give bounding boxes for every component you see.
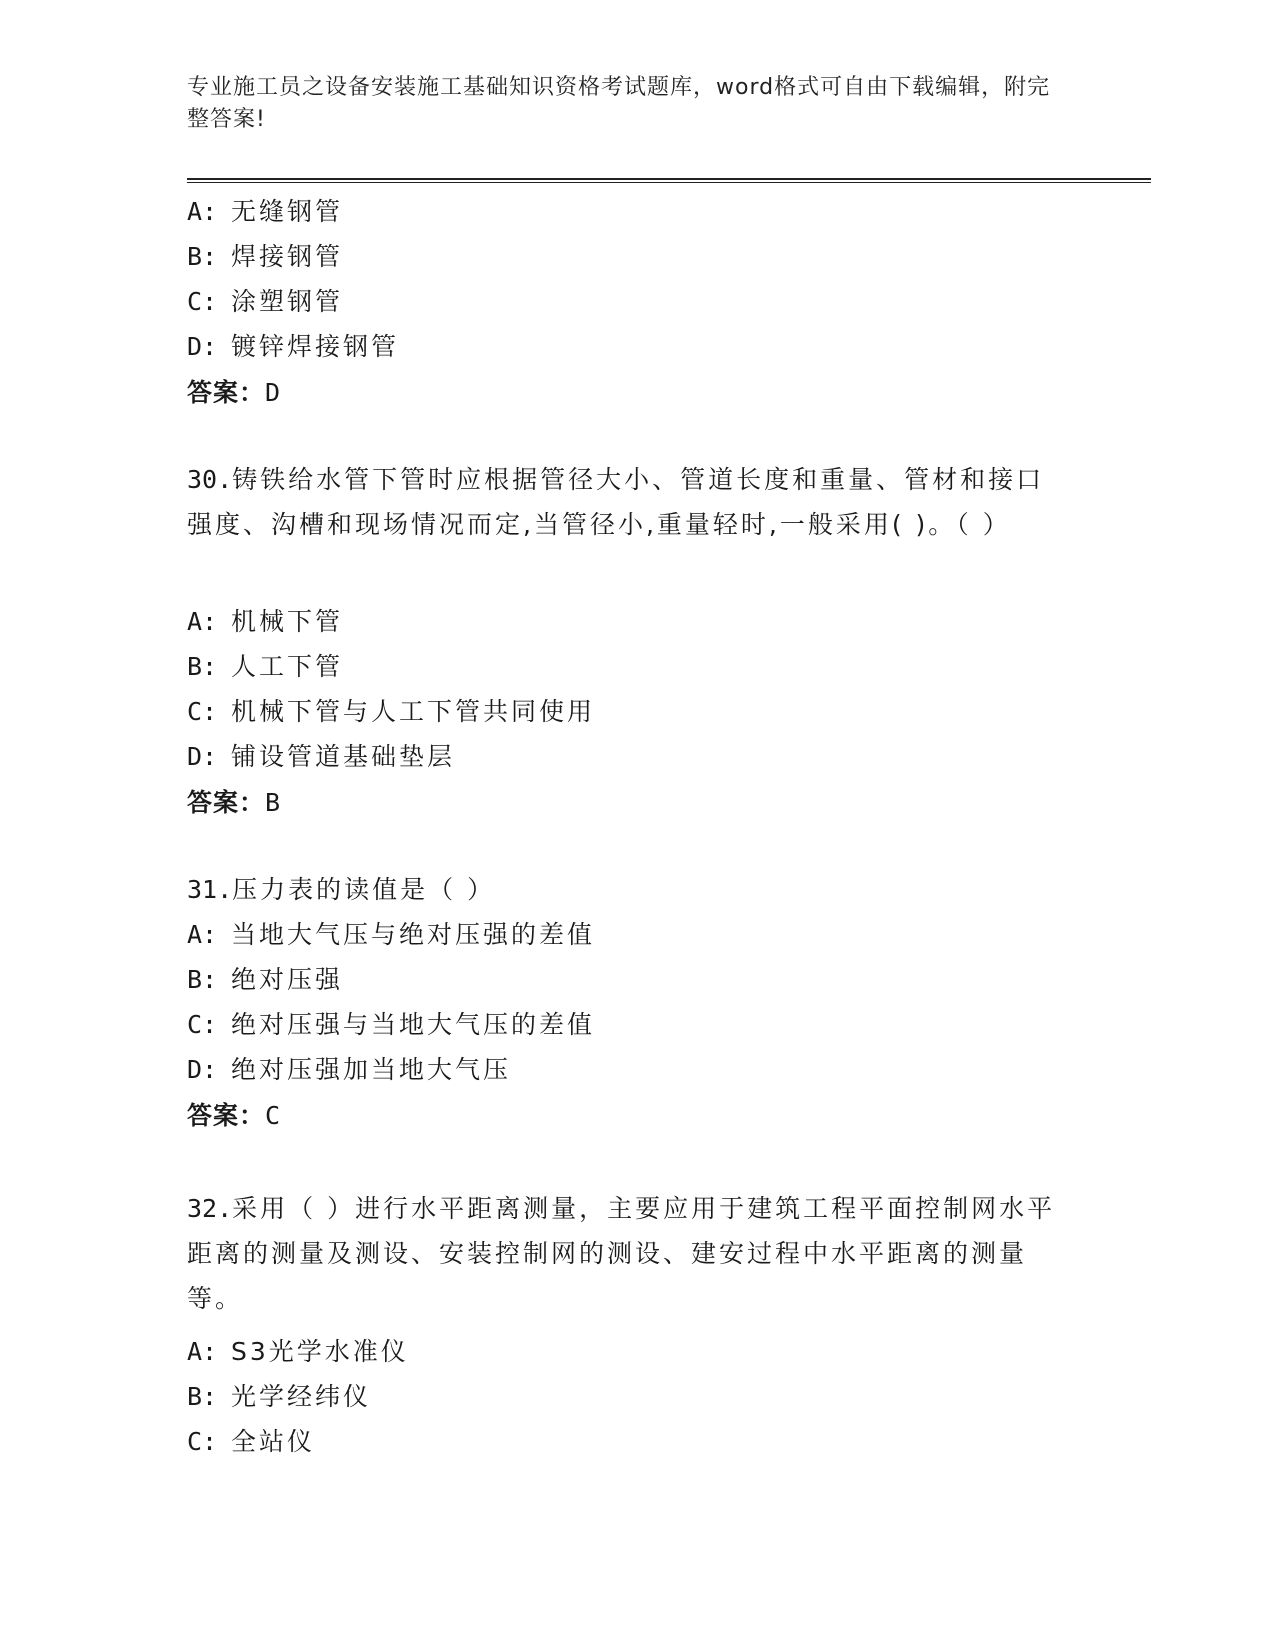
option-letter: B: [187,965,218,994]
option-31-c [187,1005,1067,1041]
option-30-d [187,737,1067,773]
option-letter: C: [187,697,218,726]
option-letter: A: [187,1337,218,1366]
option-letter: A: [187,920,218,949]
option-text: 绝对压强加当地大气压 [231,1055,512,1084]
option-29-a [187,192,1067,228]
option-31-a [187,915,1067,951]
question-number: 30. [187,465,233,494]
option-text: S3光学水准仪 [231,1337,409,1366]
option-29-b [187,237,1067,273]
option-letter: A: [187,607,218,636]
question-text: 采用（ ）进行水平距离测量，主要应用于建筑工程平面控制网水平距离的测量及测设、安装控制网的测设、建安过程中水平距离的测量等。 [187,1194,1056,1313]
option-letter: B: [187,242,218,271]
answer-30 [187,783,281,819]
question-32 [187,1186,1067,1321]
option-30-a [187,602,1067,638]
option-letter: B: [187,1382,218,1411]
answer-31 [187,1096,281,1132]
option-30-c [187,692,1067,728]
option-32-b [187,1377,1067,1413]
option-text: 绝对压强与当地大气压的差值 [231,1010,596,1039]
answer-label: 答案： [187,378,266,407]
option-text: 机械下管与人工下管共同使用 [231,697,596,726]
option-30-b [187,647,1067,683]
answer-value: C [265,1101,282,1130]
answer-value: B [265,788,282,817]
option-text: 机械下管 [231,607,344,636]
option-text: 铺设管道基础垫层 [231,742,456,771]
option-text: 镀锌焊接钢管 [231,332,400,361]
question-number: 32. [187,1194,233,1223]
option-text: 光学经纬仪 [231,1382,372,1411]
option-text: 全站仪 [231,1427,316,1456]
option-text: 焊接钢管 [231,242,344,271]
option-letter: D: [187,742,218,771]
option-29-d [187,327,1067,363]
option-letter: D: [187,332,218,361]
option-text: 无缝钢管 [231,197,344,226]
option-32-c [187,1422,1067,1458]
answer-value: D [265,378,282,407]
option-text: 人工下管 [231,652,344,681]
question-text: 铸铁给水管下管时应根据管径大小、管道长度和重量、管材和接口强度、沟槽和现场情况而定,当管径小,重量轻时,一般采用( )。（ ） [187,465,1045,539]
option-32-a [187,1332,1067,1368]
answer-label: 答案： [187,1101,266,1130]
answer-29 [187,373,281,409]
option-letter: C: [187,287,218,316]
question-30 [187,457,1067,547]
option-letter: C: [187,1427,218,1456]
option-31-d [187,1050,1067,1086]
option-29-c [187,282,1067,318]
option-text: 绝对压强 [231,965,344,994]
document-header: 专业施工员之设备安装施工基础知识资格考试题库，word格式可自由下载编辑，附完整答案! [187,75,1051,132]
option-letter: B: [187,652,218,681]
option-letter: D: [187,1055,218,1084]
question-31 [187,870,1067,906]
option-letter: A: [187,197,218,226]
header-divider [187,178,1151,183]
question-number: 31. [187,875,233,904]
answer-label: 答案： [187,788,266,817]
option-31-b [187,960,1067,996]
option-text: 涂塑钢管 [231,287,344,316]
option-text: 当地大气压与绝对压强的差值 [231,920,596,949]
option-letter: C: [187,1010,218,1039]
question-text: 压力表的读值是（ ） [232,875,496,904]
